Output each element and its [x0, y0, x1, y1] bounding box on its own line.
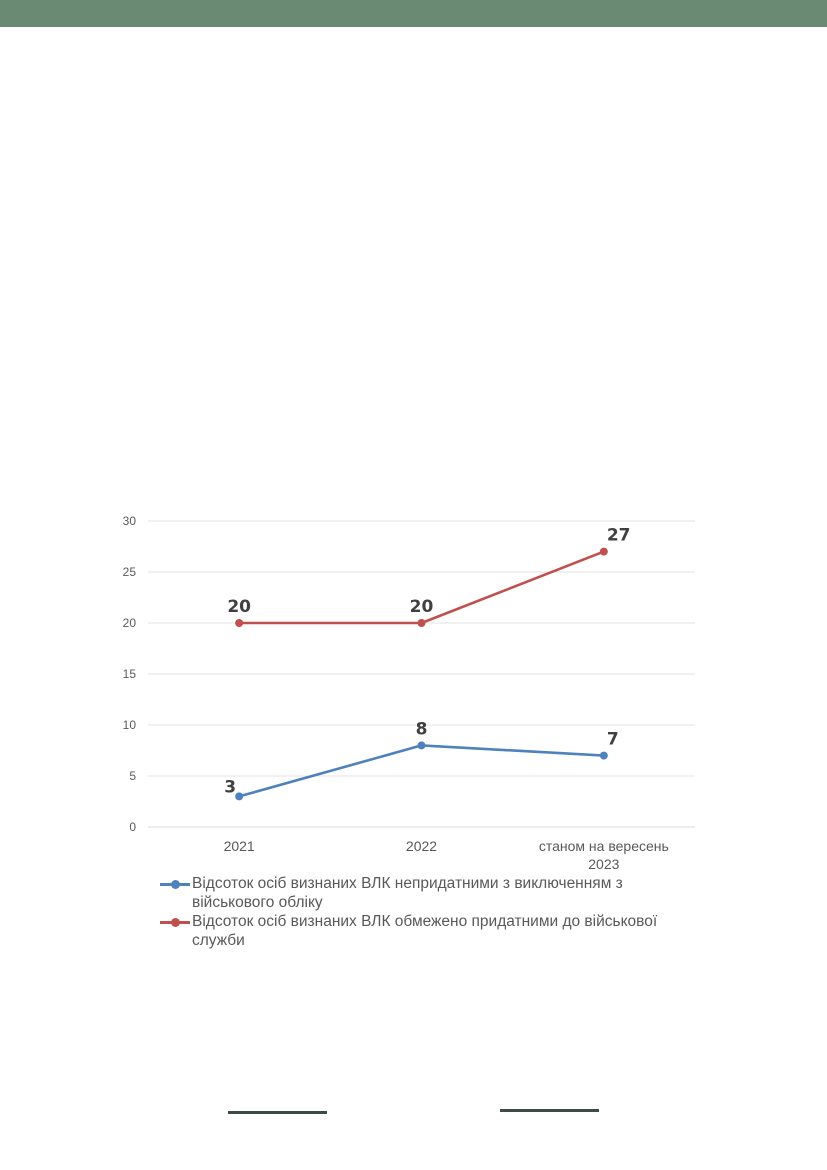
legend-label: Відсоток осіб визнаних ВЛК непридатними з виключенням з — [192, 875, 623, 892]
data-point — [418, 619, 426, 627]
x-tick-label: 2023 — [588, 856, 620, 872]
x-tick-label: 2022 — [405, 838, 438, 854]
x-tick-label: станом на вересень — [538, 838, 669, 854]
data-point — [418, 741, 426, 749]
data-label: 7 — [606, 729, 619, 750]
legend-marker — [171, 918, 180, 927]
y-tick-label: 15 — [122, 667, 136, 681]
chart-legend — [160, 874, 700, 950]
data-label: 3 — [224, 777, 237, 798]
legend-label: служби — [192, 932, 245, 949]
data-point — [600, 752, 608, 760]
data-label: 20 — [227, 597, 252, 617]
legend-marker — [171, 880, 180, 889]
x-tick-label: 2021 — [223, 838, 255, 854]
data-point — [600, 548, 608, 556]
data-point — [235, 619, 243, 627]
data-label: 27 — [606, 525, 631, 546]
y-tick-label: 0 — [129, 820, 136, 834]
legend-item — [160, 874, 700, 912]
data-point — [235, 792, 243, 800]
data-label: 8 — [415, 719, 428, 740]
legend-label: Відсоток осіб визнаних ВЛК обмежено придатними до військової — [192, 913, 658, 930]
y-tick-label: 25 — [122, 565, 136, 579]
y-tick-label: 30 — [122, 514, 136, 528]
y-tick-label: 5 — [129, 769, 136, 783]
series-line — [239, 745, 604, 796]
y-tick-label: 20 — [122, 616, 136, 630]
footer-divider-right — [500, 1109, 599, 1112]
legend-label: військового обліку — [192, 894, 323, 911]
y-tick-label: 10 — [122, 718, 136, 732]
footer-divider-left — [228, 1111, 327, 1114]
legend-item — [160, 912, 700, 950]
data-label: 20 — [409, 597, 434, 617]
